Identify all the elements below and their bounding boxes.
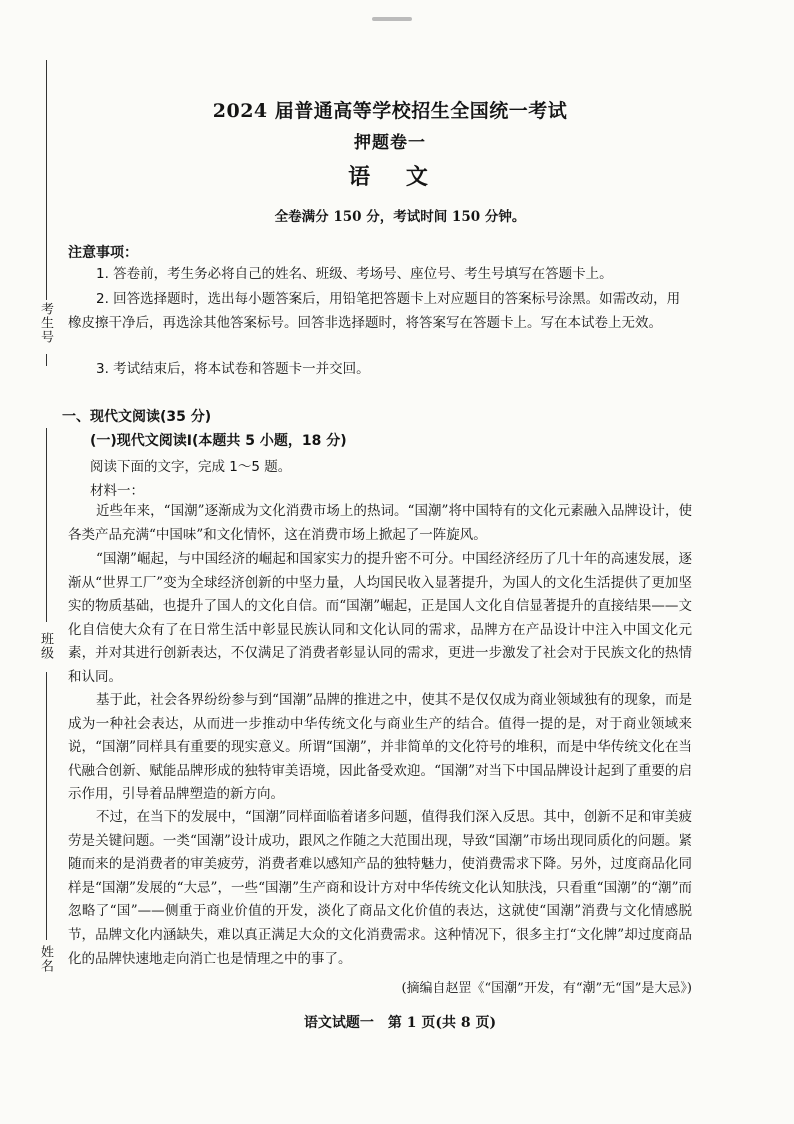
sub-section-heading: (一)现代文阅读Ⅰ(本题共 5 小题，18 分): [90, 433, 347, 449]
notice-item: 3. 考试结束后，将本试卷和答题卡一并交回。: [96, 361, 370, 377]
binding-mark: [372, 17, 412, 21]
score-info: 全卷满分 150 分，考试时间 150 分钟。: [274, 209, 526, 225]
margin-divider-line: [46, 672, 47, 940]
class-label: 班级: [38, 632, 53, 660]
reading-paragraph: 近些年来，“国潮”逐渐成为文化消费市场上的热词。“国潮”将中国特有的文化元素融入品牌设计，使各类产品充满“中国味”和文化情怀，这在消费市场上掀起了一阵旋风。: [68, 503, 692, 543]
margin-divider-line: [46, 428, 47, 622]
exam-title: 2024 届普通高等学校招生全国统一考试: [212, 100, 568, 122]
reading-paragraph: 基于此，社会各界纷纷参与到“国潮”品牌的推进之中，使其不是仅仅成为商业领域独有的现象，而是成为一种社会表达，从而进一步推动中华传统文化与商业生产的结合。值得一提的是，对于商业领域来说，“国潮”同样具有重要的现实意义。所谓“国潮”，并非简单的文化符号的堆积，而是中华传统文化在当代融合创新、赋能品牌形成的独特审美语境，因此备受欢迎。“国潮”对当下中国品牌设计起到了重要的启示作用，引导着品牌塑造的新方向。: [68, 692, 692, 803]
page-footer: 语文试题一 第 1 页(共 8 页): [303, 1015, 497, 1031]
name-label: 姓名: [38, 945, 53, 973]
exam-subtitle: 押题卷一: [354, 133, 426, 153]
material-label: 材料一：: [90, 483, 144, 499]
exam-number-label: 考生号: [38, 302, 53, 344]
margin-divider-line: [46, 60, 47, 300]
reading-instruction: 阅读下面的文字，完成 1～5 题。: [90, 459, 292, 475]
section-heading: 一、现代文阅读(35 分): [62, 409, 212, 425]
notice-item: 1. 答卷前，考生务必将自己的姓名、班级、考场号、座位号、考生号填写在答题卡上。: [96, 266, 613, 282]
reading-paragraph: “国潮”崛起，与中国经济的崛起和国家实力的提升密不可分。中国经济经历了几十年的高速发展，逐渐从“世界工厂”变为全球经济创新的中坚力量，人均国民收入显著提升，为国人的文化生活提供了更加坚实的物质基础，也提升了国人的文化自信。而“国潮”崛起，正是国人文化自信显著提升的直接结果——文化自信使大众有了在日常生活中彰显民族认同和文化认同的需求，品牌方在产品设计中注入中国文化元素，并对其进行创新表达，不仅满足了消费者彰显认同的需求，更进一步激发了社会对于民族文化的热情和认同。: [68, 551, 692, 685]
notice-item: 2. 回答选择题时，选出每小题答案后，用铅笔把答题卡上对应题目的答案标号涂黑。如需改动，用橡皮擦干净后，再选涂其他答案标号。回答非选择题时，将答案写在答题卡上。写在本试卷上无效。: [68, 291, 681, 331]
source-citation: (摘编自赵罡《“国潮”开发，有“潮”无“国”是大忌》): [401, 981, 692, 996]
subject-title: 语 文: [348, 164, 442, 190]
notice-heading: 注意事项：: [68, 245, 138, 261]
reading-paragraph: 不过，在当下的发展中，“国潮”同样面临着诸多问题，值得我们深入反思。其中，创新不足和审美疲劳是关键问题。一类“国潮”设计成功，跟风之作随之大范围出现，导致“国潮”市场出现同质化的问题。紧随而来的是消费者的审美疲劳，消费者难以感知产品的独特魅力，使消费需求下降。另外，过度商品化同样是“国潮”发展的“大忌”，一些“国潮”生产商和设计方对中华传统文化认知肤浅，只看重“国潮”的“潮”而忽略了“国”——侧重于商业价值的开发，淡化了商品文化价值的表达，这就使“国潮”消费与文化情感脱节，品牌文化内涵缺失，难以真正满足大众的文化消费需求。这种情况下，很多主打“文化牌”却过度商品化的品牌快速地走向消亡也是情理之中的事了。: [68, 809, 692, 967]
margin-divider-line: [46, 354, 47, 366]
